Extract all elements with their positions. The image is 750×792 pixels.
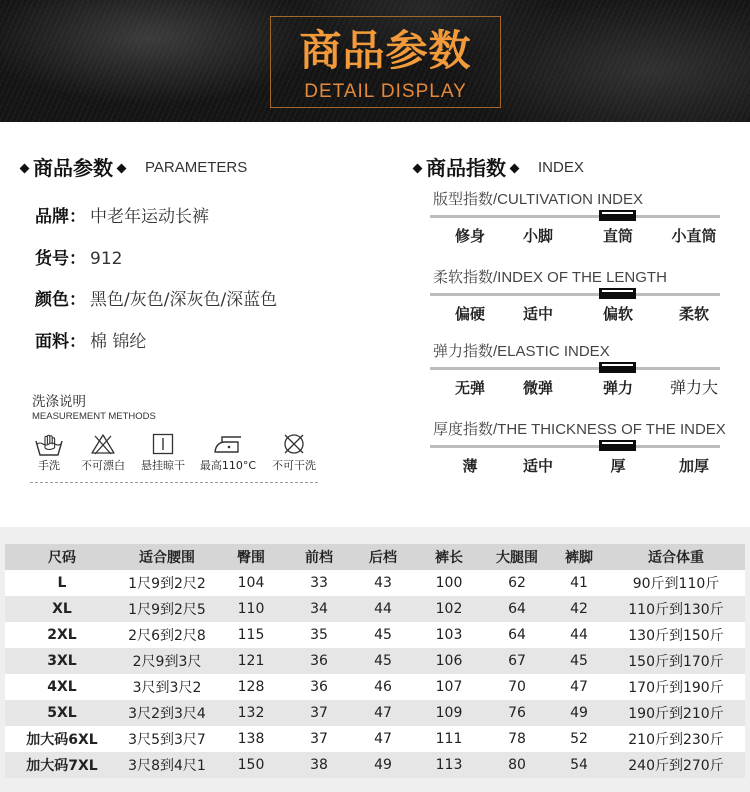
index-scale-marker	[599, 440, 636, 451]
size-table-cell: 3尺8到4尺1	[119, 752, 215, 778]
size-table-cell: 128	[215, 674, 287, 700]
index-scale-option-label: 薄	[462, 457, 478, 475]
size-table-cell: 37	[287, 726, 351, 752]
index-scale-title: 厚度指数/THE THICKNESS OF THE INDEX	[433, 421, 726, 438]
size-table-row	[5, 596, 745, 622]
index-scale-option-label: 修身	[454, 227, 485, 245]
hang-dry-icon	[128, 430, 198, 458]
index-scale-marker	[599, 210, 636, 221]
index-scale-bar	[430, 445, 720, 448]
index-scale-option	[664, 457, 724, 475]
size-table-cell: 3尺2到3尺4	[119, 700, 215, 726]
size-table-cell: 49	[351, 752, 415, 778]
parameters-heading	[21, 156, 247, 180]
index-scale-option-label: 适中	[522, 457, 553, 475]
size-table-cell: 49	[551, 700, 607, 726]
size-table-cell: 170斤到190斤	[607, 674, 745, 700]
size-table-cell: 70	[483, 674, 551, 700]
iron-icon	[193, 430, 263, 458]
care-title-en: MEASUREMENT METHODS	[32, 411, 156, 422]
size-table-cell: 102	[415, 596, 483, 622]
size-table-cell: 41	[551, 570, 607, 596]
size-table-header: 裤长	[415, 544, 483, 570]
care-label: 最高110°C	[199, 459, 257, 472]
size-table-cell: 38	[287, 752, 351, 778]
size-label-cell: XL	[5, 596, 119, 622]
size-table-cell: 54	[551, 752, 607, 778]
care-label: 不可干洗	[272, 459, 316, 472]
index-scale-option-label: 偏硬	[454, 305, 485, 323]
size-table-cell: 45	[351, 622, 415, 648]
index-scale-title: 版型指数/CULTIVATION INDEX	[433, 191, 644, 208]
diamond-bullet-icon	[413, 163, 423, 173]
index-scale-option-label: 无弹	[454, 379, 485, 397]
param-label: 颜色：	[35, 290, 86, 310]
care-title: 洗涤说明	[32, 394, 86, 410]
size-table-cell: 115	[215, 622, 287, 648]
size-label-cell: 2XL	[5, 622, 119, 648]
care-label: 悬挂晾干	[141, 459, 185, 472]
size-table-row	[5, 570, 745, 596]
size-table-cell: 121	[215, 648, 287, 674]
index-scale	[430, 421, 726, 477]
size-table-cell: 46	[351, 674, 415, 700]
index-scale-option	[588, 457, 648, 475]
diamond-bullet-icon	[510, 163, 520, 173]
size-table-cell: 110斤到130斤	[607, 596, 745, 622]
size-table-header: 大腿围	[483, 544, 551, 570]
param-label: 品牌：	[35, 207, 86, 227]
size-table-cell: 2尺6到2尺8	[119, 622, 215, 648]
size-table-cell: 2尺9到3尺	[119, 648, 215, 674]
size-table-cell: 47	[351, 700, 415, 726]
size-label-cell: 5XL	[5, 700, 119, 726]
size-table-cell: 138	[215, 726, 287, 752]
index-scale-option	[508, 227, 568, 245]
index-scale-option	[664, 305, 724, 323]
index-scale-option-label: 小直筒	[671, 227, 717, 245]
size-table-cell: 34	[287, 596, 351, 622]
size-table-cell: 67	[483, 648, 551, 674]
no-dry-clean-icon	[259, 430, 329, 458]
index-scale-option	[664, 379, 724, 397]
param-row-brand	[35, 205, 209, 229]
index-scale-option-label: 弹力	[602, 379, 633, 397]
size-table	[5, 544, 745, 778]
size-table-body	[5, 570, 745, 778]
index-scale-title: 柔软指数/INDEX OF THE LENGTH	[433, 269, 667, 286]
size-table-row	[5, 752, 745, 778]
index-scale-bar	[430, 367, 720, 370]
size-table-cell: 80	[483, 752, 551, 778]
size-table-cell: 42	[551, 596, 607, 622]
size-table-cell: 37	[287, 700, 351, 726]
care-label: 手洗	[38, 459, 60, 472]
index-heading-en: INDEX	[538, 159, 584, 176]
size-table-header-row	[5, 544, 745, 570]
index-scale-option	[508, 305, 568, 323]
size-label-cell: 3XL	[5, 648, 119, 674]
param-row-fabric	[35, 330, 146, 354]
size-table-cell: 110	[215, 596, 287, 622]
size-table-row	[5, 726, 745, 752]
size-table-cell: 190斤到210斤	[607, 700, 745, 726]
index-scale-title: 弹力指数/ELASTIC INDEX	[433, 343, 610, 360]
size-table-cell: 90斤到110斤	[607, 570, 745, 596]
size-label-cell: 加大码6XL	[5, 726, 119, 752]
size-table-cell: 36	[287, 648, 351, 674]
index-scale-option	[508, 379, 568, 397]
index-scale-option	[440, 457, 500, 475]
size-table-cell: 64	[483, 596, 551, 622]
size-table-cell: 111	[415, 726, 483, 752]
header-banner	[0, 0, 750, 122]
index-scale-option-label: 加厚	[678, 457, 709, 475]
size-table-cell: 107	[415, 674, 483, 700]
size-table-cell: 47	[551, 674, 607, 700]
index-scale-option-label: 弹力大	[669, 378, 718, 397]
size-table-head	[5, 544, 745, 570]
size-table-row	[5, 622, 745, 648]
size-table-cell: 130斤到150斤	[607, 622, 745, 648]
size-table-cell: 150斤到170斤	[607, 648, 745, 674]
size-table-cell: 113	[415, 752, 483, 778]
index-scale-option-label: 厚	[610, 457, 626, 475]
size-table-header: 适合腰围	[119, 544, 215, 570]
care-label: 不可漂白	[81, 459, 125, 472]
size-table-cell: 78	[483, 726, 551, 752]
size-table-cell: 3尺5到3尺7	[119, 726, 215, 752]
index-scale-option-label: 微弹	[522, 379, 553, 397]
size-table-header: 后档	[351, 544, 415, 570]
parameters-heading-text: 商品参数	[33, 156, 113, 180]
index-scale-option-label: 偏软	[602, 305, 633, 323]
param-value: 棉 锦纶	[90, 332, 147, 352]
index-scale-option-label: 适中	[522, 305, 553, 323]
index-scale	[430, 269, 722, 325]
dashed-divider	[30, 482, 318, 483]
diamond-bullet-icon	[117, 163, 127, 173]
index-scale-bar	[430, 215, 720, 218]
size-table-row	[5, 700, 745, 726]
param-label: 货号：	[35, 249, 86, 269]
size-table-row	[5, 674, 745, 700]
index-scale-option	[588, 379, 648, 397]
size-table-header: 尺码	[5, 544, 119, 570]
size-table-cell: 47	[351, 726, 415, 752]
diamond-bullet-icon	[20, 163, 30, 173]
size-table-cell: 1尺9到2尺5	[119, 596, 215, 622]
size-label-cell: L	[5, 570, 119, 596]
size-table-section	[0, 527, 750, 792]
index-scale-option	[588, 305, 648, 323]
size-table-cell: 52	[551, 726, 607, 752]
index-scale-option	[508, 457, 568, 475]
care-item-no-dry-clean	[259, 428, 329, 474]
index-scale-option-label: 柔软	[678, 305, 709, 323]
size-table-cell: 150	[215, 752, 287, 778]
size-table-header: 适合体重	[607, 544, 745, 570]
index-scale-bar	[430, 293, 720, 296]
size-table-cell: 43	[351, 570, 415, 596]
size-table-cell: 3尺到3尺2	[119, 674, 215, 700]
size-table-cell: 45	[551, 648, 607, 674]
size-table-cell: 76	[483, 700, 551, 726]
index-scale-option-label: 小脚	[522, 227, 553, 245]
param-row-colors	[35, 288, 277, 312]
index-scale-marker	[599, 288, 636, 299]
index-scale-option	[440, 379, 500, 397]
size-label-cell: 加大码7XL	[5, 752, 119, 778]
size-table-cell: 64	[483, 622, 551, 648]
index-scale-marker	[599, 362, 636, 373]
size-table-cell: 100	[415, 570, 483, 596]
size-table-cell: 132	[215, 700, 287, 726]
index-heading-text: 商品指数	[426, 156, 506, 180]
param-value: 912	[90, 249, 123, 269]
index-scale-option	[440, 305, 500, 323]
index-scale-option	[664, 227, 724, 245]
care-item-iron	[193, 428, 263, 474]
banner-subtitle: DETAIL DISPLAY	[304, 81, 467, 102]
size-table-cell: 104	[215, 570, 287, 596]
size-table-cell: 210斤到230斤	[607, 726, 745, 752]
size-table-header: 裤脚	[551, 544, 607, 570]
size-table-cell: 103	[415, 622, 483, 648]
size-table-cell: 35	[287, 622, 351, 648]
size-table-cell: 240斤到270斤	[607, 752, 745, 778]
size-table-cell: 33	[287, 570, 351, 596]
param-label: 面料：	[35, 332, 86, 352]
size-table-header: 前档	[287, 544, 351, 570]
size-table-cell: 1尺9到2尺2	[119, 570, 215, 596]
index-scale-option	[588, 227, 648, 245]
index-scale-option-label: 直筒	[602, 227, 633, 245]
param-value: 黑色/灰色/深灰色/深蓝色	[90, 290, 278, 310]
size-table-header: 臀围	[215, 544, 287, 570]
size-table-cell: 109	[415, 700, 483, 726]
size-label-cell: 4XL	[5, 674, 119, 700]
index-scale	[430, 191, 722, 247]
size-table-cell: 44	[551, 622, 607, 648]
param-value: 中老年运动长裤	[90, 207, 209, 227]
size-table-row	[5, 648, 745, 674]
index-scale	[430, 343, 722, 399]
index-heading	[414, 156, 584, 180]
parameters-heading-en: PARAMETERS	[145, 159, 248, 176]
banner-title: 商品参数	[299, 26, 472, 75]
size-table-cell: 36	[287, 674, 351, 700]
param-row-item-number	[35, 247, 122, 271]
size-table-cell: 45	[351, 648, 415, 674]
size-table-cell: 106	[415, 648, 483, 674]
size-table-cell: 62	[483, 570, 551, 596]
size-table-cell: 44	[351, 596, 415, 622]
index-scale-option	[440, 227, 500, 245]
